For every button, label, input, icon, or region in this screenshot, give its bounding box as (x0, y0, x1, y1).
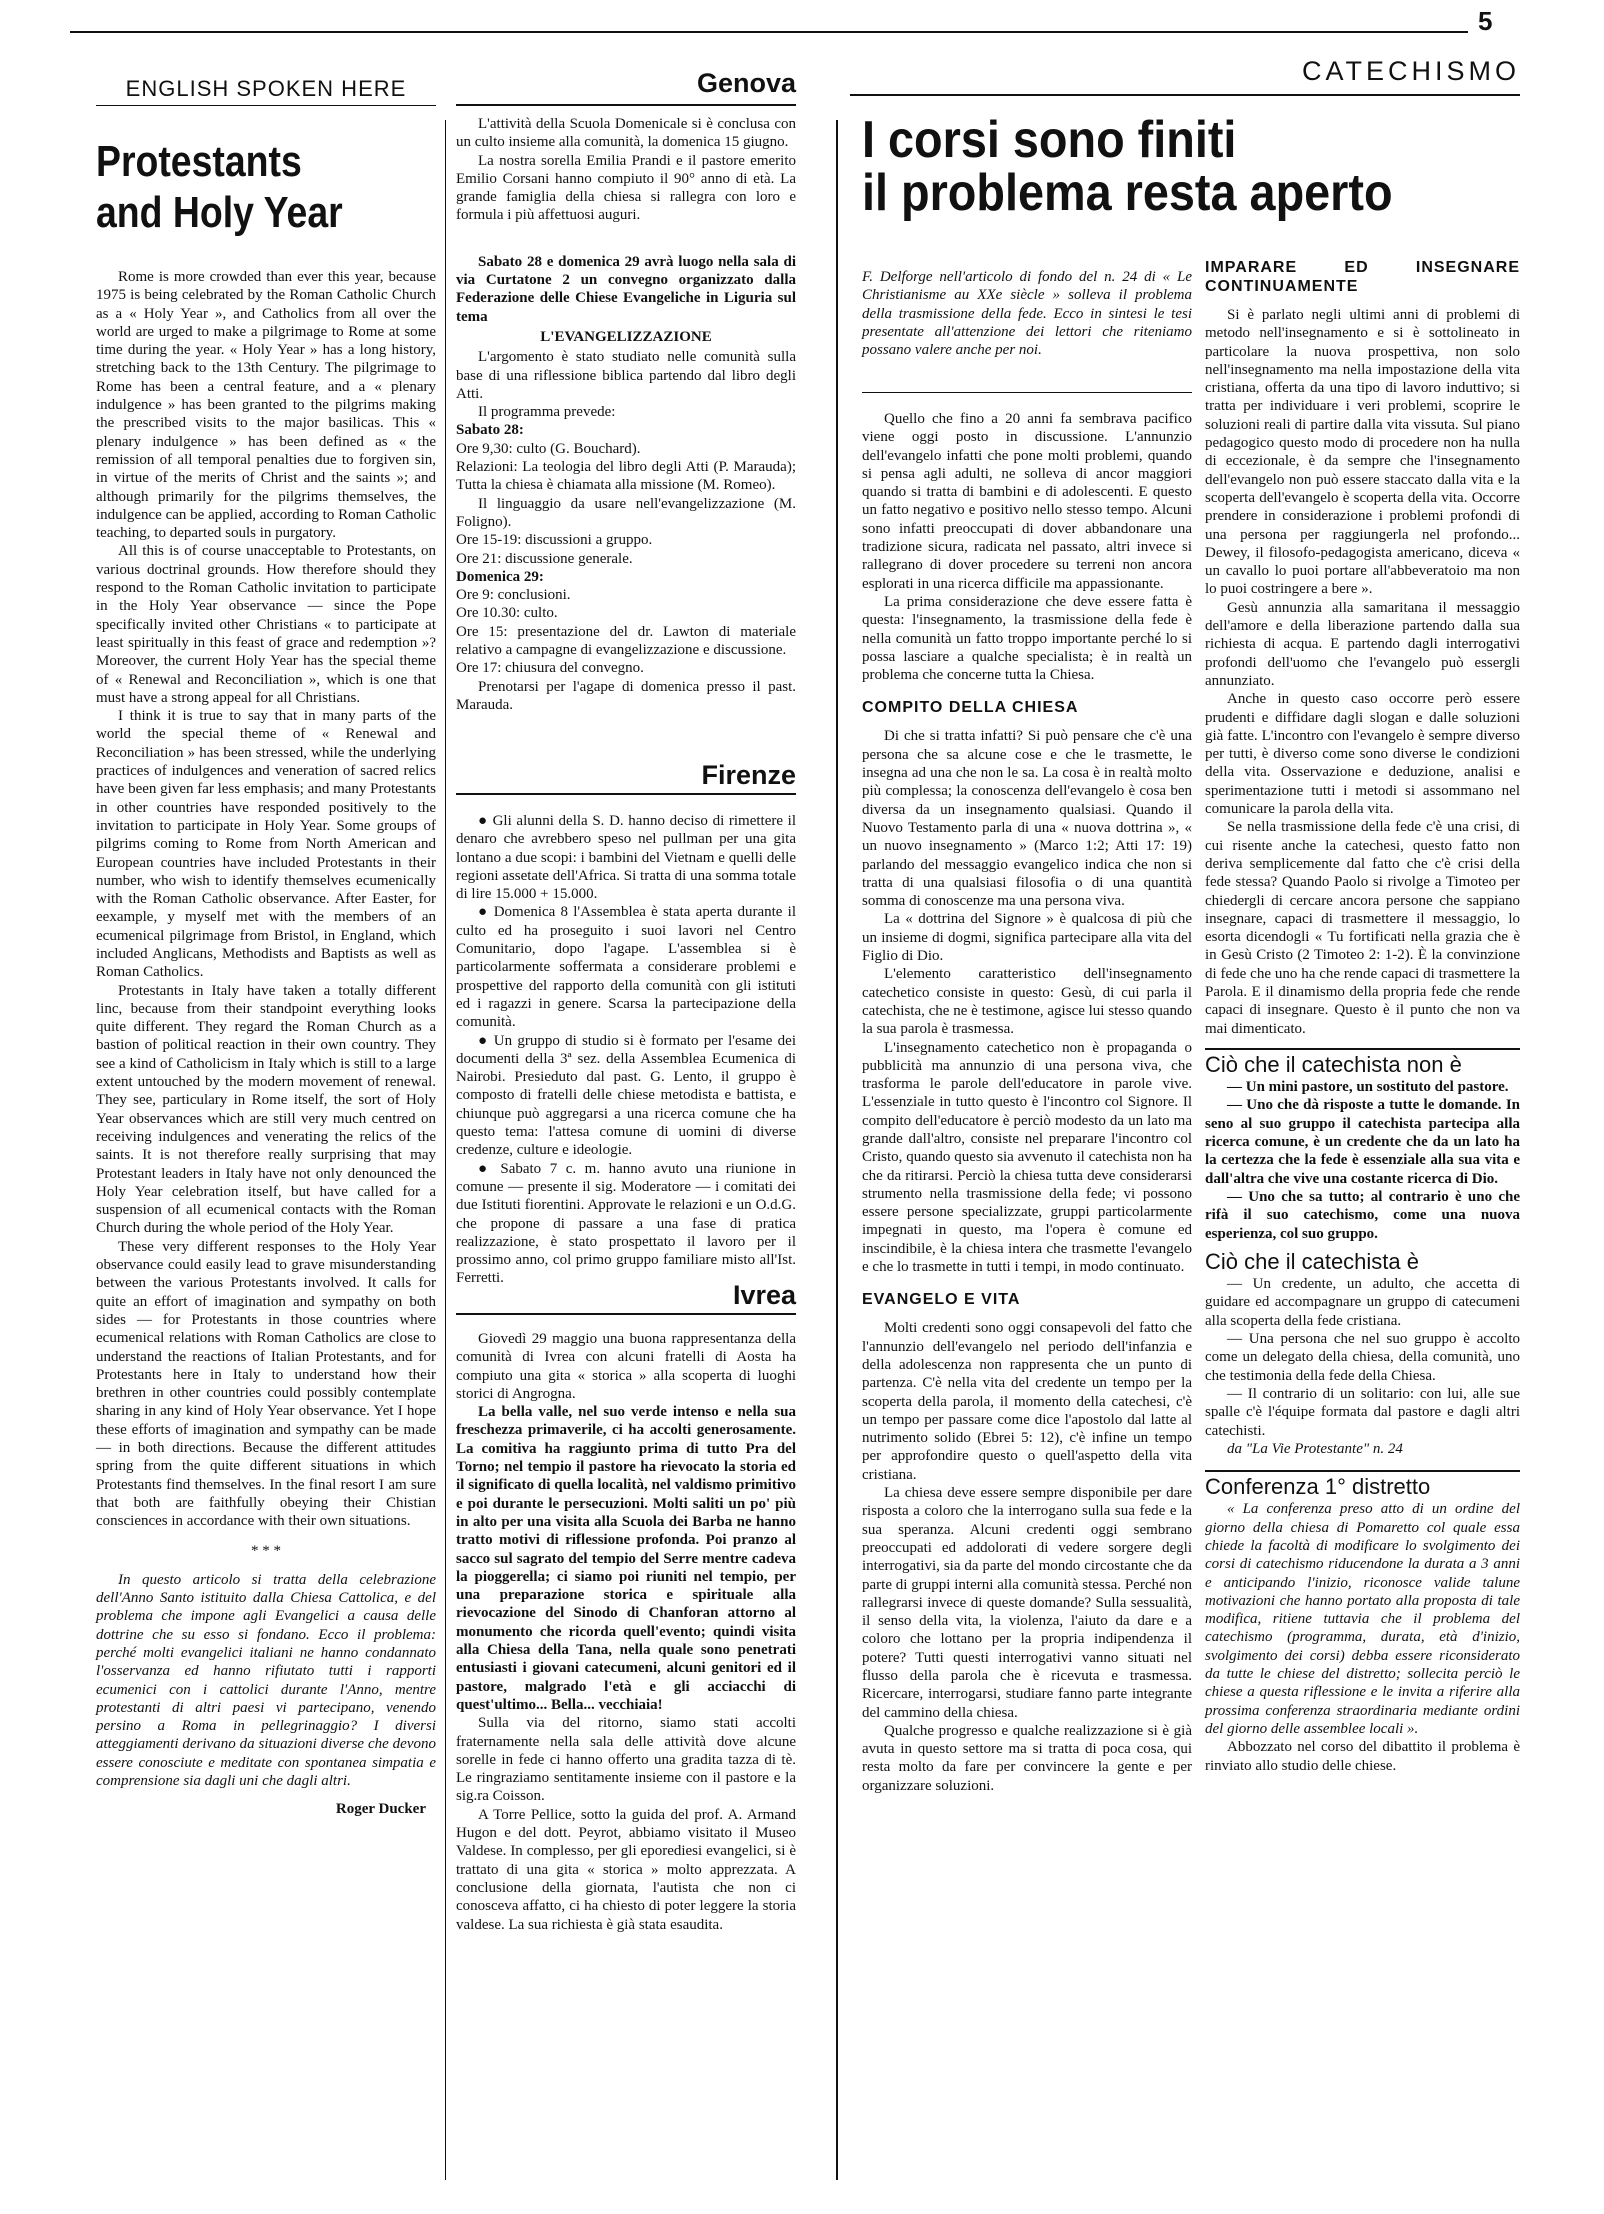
box-title-conferenza: Conferenza 1° distretto (1205, 1474, 1431, 1500)
intro-italic: F. Delforge nell'articolo di fondo del n. 24 di « Le Christianisme au XXe siècle » solleva il problema della trasmissione della fede. Ecco in sintesi le tesi presentate all'attenzione dei lettori che riteniamo possano valere anche per noi. (862, 269, 1192, 359)
paragraph: La chiesa deve essere sempre disponibile per dare risposta a coloro che la interrogano sulla sua fede e la sua speranza. Alcuni credenti oggi sembrano preoccupati ed addolorati di vedere sorgere degli interrogativi, sia da parte del mondo circostante che da parte di gruppi interni alla comunità stessa. Perché non rallegrarsi invece di queste domande? Sulla sessualità, il senso della vita, la violenza, l'aiuto da dare e a coloro che lottano per la propria indipendenza il potere? Tutti questi interrogativi vanno situati nel flusso della parola che è ricevuta e trasmessa. Ricercare, interrogarsi, studiare fanno parte integrante del cammino della chiesa. (862, 1485, 1192, 1721)
subhead-evangelo: EVANGELO E VITA (862, 1291, 1021, 1309)
box-item: — Un mini pastore, un sostituto del pastore. (1227, 1079, 1509, 1096)
column-divider-2 (836, 120, 838, 2180)
paragraph: Sulla via del ritorno, siamo stati accolti fraternamente nella sala delle attività dove alcune sorelle in fede ci hanno offerto una gradita tazza di tè. Le ringraziamo sentitamente insieme con il pastore e la sig.ra Coisson. (456, 1715, 796, 1805)
article-title-catechismo (862, 111, 1393, 223)
rule-genova (456, 104, 796, 106)
intro-rule (862, 392, 1192, 393)
title-line-1: I corsi sono finiti (862, 111, 1237, 169)
paragraph: A Torre Pellice, sotto la guida del prof. A. Armand Hugon e del dott. Peyrot, abbiamo visitato il Museo Valdese. In complesso, per gli eporediesi evangelici, si è trattato di una gita « storica » molto apprezzata. A conclusione della giornata, l'autista che non ci conosceva affatto, ci ha chiesto di poter leggere la storia valdese. La sua richiesta è già stata esaudita. (456, 1806, 796, 1933)
catechismo-col-a (862, 410, 1192, 1795)
section-header-genova: Genova (696, 68, 796, 98)
program-line: Ore 17: chiusura del convegno. (456, 660, 644, 677)
paragraph: La prima considerazione che deve essere fatta è questa: l'insegnamento, la trasmissione della fede è nella comunità un fatto troppo importante perché lo si possa lasciare a qualche specialista; è in realtà un problema che concerne tutta la Chiesa. (862, 593, 1192, 684)
italic-note: In questo articolo si tratta della celebrazione dell'Anno Santo istituito dalla Chiesa Cattolica, e del problema che impone agli Evangelici a causa delle dottrine che su esso si fondano. Ecco il problema: perché molti evangelici italiani ne hanno condannato l'osservanza ed hanno rifiutato tutti i rapporti ecumenici con i cattolici durante l'Anno, mentre protestanti di altri paesi vi partecipano, venendo persino a Roma in pellegrinaggio? I diversi atteggiamenti derivano da situazioni diverse che devono essere conosciute e meditate con spontanea simpatia e comprensione sia dagli uni che dagli altri. (96, 1571, 436, 1790)
paragraph: La nostra sorella Emilia Prandi e il pastore emerito Emilio Corsani hanno compiuto il 90° anno di età. La grande famiglia della chiesa si rallegra con loro e formula i più affettuosi auguri. (456, 152, 796, 224)
paragraph: Rome is more crowded than ever this year, because 1975 is being celebrated by the Roman Catholic Church as a « Holy Year », and Catholics from all over the world are urged to make a pilgrimage to Rome at some time during the year. « Holy Year » has a long history, stretching back to the 13th Century. The pilgrimage to Rome has been a central feature, and a « plenary indulgence » has been granted to the pilgrims making the prescribed visits to the major basilicas. This « plenary indulgence » has been defined as « the remission of all temporal penalties due to forgiven sin, in virtue of the merits of Christ and the saints »; and although primarily for the pilgrims themselves, the indulgence can be applied, according to Roman Catholic teaching, to departed souls in purgatory. (96, 269, 436, 542)
article-title-protestants (96, 137, 343, 237)
paragraph: L'insegnamento catechetico non è propaganda o pubblicità ma annunzio di una persona viva, che trasforma le parole dell'educatore in parole vive. L'essenziale in tutto questo è l'incontro col Signore. Il compito dell'educatore è perciò modesto da un lato ma grande dall'altro, consiste nel preparare l'incontro col Cristo, quando questo sia avvenuto il catechista non ha che da ritirarsi. Perciò la chiesa tutta deve considerarsi strumento nella trasmissione della fede; vi possono essere persone specializzate, gruppi particolarmente impegnati in questo, ma l'opera è comune ed inscindibile, è la chiesa intera che trasmette l'evangelo e che lo trasmette in tutti i tempi, in modo continuato. (862, 1039, 1192, 1276)
paragraph: Giovedì 29 maggio una buona rappresentanza della comunità di Ivrea con alcuni fratelli di Aosta ha compiuto una gita « storica » alla scoperta di luoghi storici di Angrogna. (456, 1331, 796, 1402)
program-line: Prenotarsi per l'agape di domenica presso il past. Marauda. (456, 678, 796, 713)
box-item: — Uno che dà risposte a tutte le domande. In seno al suo gruppo il catechista partecipa alla ricerca comune, è un credente che da un lato ha la certezza che la fede è essenziale alla sua vita e dall'altra che vive una costante ricerca di Dio. (1205, 1097, 1520, 1187)
program-line: Domenica 29: (456, 568, 544, 585)
program-line: Ore 10.30: culto. (456, 605, 558, 622)
paragraph: Quello che fino a 20 anni fa sembrava pacifico viene oggi posto in discussione. L'annunzio dell'evangelo infatti che pone molti problemi, quando si pensa agli adulti, ne solleva di ancor maggiori quando si tratta di bambini e di adolescenti. E questo un fatto negativo e positivo nello stesso tempo. Alcuni sono infatti preoccupati di dover abbandonare una tradizione sicura, radicata nel passato, altri invece si rallegrano di dover procedere su terreni non ancora esplorati in una ricerca difficile ma appassionante. (862, 411, 1192, 592)
paragraph: Anche in questo caso occorre però essere prudenti e diffidare dagli slogan e dalle soluzioni già fatte. L'incontro con l'evangelo è sempre diverso per tutti, è diverso come sono diverse le condizioni della vita. Osservazione e deduzione, analisi e sperimentazione tutti i metodi si assommano nel comunicare la parola della vita. (1205, 691, 1520, 818)
subhead-evangelizzazione: L'EVANGELIZZAZIONE (540, 328, 712, 345)
paragraph: La bella valle, nel suo verde intenso e nella sua freschezza primaverile, ci ha accolti generosamente. La comitiva ha raggiunto prima di tutto Pra del Torno; nel tempio il pastore ha rievocato la storia ed il significato di quella località, nel valdismo primitivo e poi durante le persecuzioni. Molti saliti un po' più in alto per una visita alla Scuola dei Barba ne hanno tratto motivi di riflessione profonda. Poi pranzo al sacco sul sagrato del tempio del Serre mentre cadeva la pioggerella; ci siamo poi riuniti nel tempio, per una preparazione storica e spirituale alla rievocazione del Sinodo di Chanforan attorno al monumento che ricorda quell'evento; quindi visita alla Chiesa della Tana, nella quale sono penetrati entusiasti i giovani catecumeni, alcuni genitori ed il pastore, malgrado l'età e gli acciacchi di quest'ultimo... Bella... vecchiaia! (456, 1404, 796, 1713)
list-item: ● Sabato 7 c. m. hanno avuto una riunione in comune — presente il sig. Moderatore — i comitati dei due Istituti fiorentini. Approvate le relazioni e un O.d.G. che propone di passare a una fase di pratica realizzazione, è stato prospettato il lavoro per il prossimo anno, col primo gruppo familiare misto all'Ist. Ferretti. (456, 1160, 796, 1287)
paragraph: L'elemento caratteristico dell'insegnamento catechetico consiste in questo: Gesù, di cui parla il catechista, che ne è testimone, agisce lui stesso quando la sua parola è trasmessa. (862, 966, 1192, 1038)
title-line-2: il problema resta aperto (862, 164, 1393, 223)
catechismo-col-b (1205, 258, 1520, 1775)
title-line-1: Protestants (96, 137, 302, 186)
ivrea-body (456, 1330, 796, 1934)
list-item: ● Domenica 8 l'Assemblea è stata aperta durante il culto ed ha proseguito i suoi lavori nel Centro Comunitario, dopo l'agape. L'assemblea si è particolarmente soffermata a considerare problemi e prospettive del rapporto della comunità con gli istituti ed i ragazzi in genere. Scarsa la partecipazione della comunità. (456, 904, 796, 1031)
program-line: Ore 9: conclusioni. (456, 587, 571, 604)
program-line: Sabato 28: (456, 422, 524, 439)
box-rule-1 (1205, 1048, 1520, 1050)
rule-catechismo (850, 94, 1520, 96)
section-header-catechismo: CATECHISMO (1301, 56, 1520, 86)
box-item: — Uno che sa tutto; al contrario è uno che rifà il suo catechismo, come una nuova esperienza, col suo gruppo. (1205, 1188, 1520, 1242)
box-rule-2 (1205, 1470, 1520, 1472)
list-item: ● Un gruppo di studio si è formato per l'esame dei documenti della 3ª sez. della Assemblea Ecumenica di Nairobi. Presieduto dal past. G. Lento, il gruppo è composto di fratelli delle chiese metodista e battista, e chiunque può aggregarsi a una ricerca comune che ha questo tema: l'attesa comune di uomini di diverse credenze, culture e ideologie. (456, 1032, 796, 1159)
paragraph: All this is of course unacceptable to Protestants, on various doctrinal grounds. How therefore should they respond to the Roman Catholic invitation to participate in the Holy Year observance — since the Pope specifically invited other Christians « to participate at least spiritually in this feast of grace and redemption »? Moreover, the current Holy Year has the special theme of « Renewal and Reconciliation », which is one that must have a strong appeal for all Christians. (96, 543, 436, 706)
program-line: Ore 9,30: culto (G. Bouchard). (456, 440, 641, 457)
column-divider-1 (445, 120, 446, 2180)
section-rule-left (96, 105, 436, 106)
paragraph: Sabato 28 e domenica 29 avrà luogo nella sala di via Curtatone 2 un convegno organizzato dalla Federazione delle Chiese Evangeliche in Liguria sul tema (456, 253, 796, 325)
box-title-e: Ciò che il catechista è (1205, 1248, 1419, 1274)
stars-divider: * * * (251, 1543, 281, 1560)
conferenza-end: Abbozzato nel corso del dibattito il problema è rinviato allo studio delle chiese. (1205, 1739, 1520, 1774)
top-rule (70, 31, 1468, 33)
paragraph: I think it is true to say that in many parts of the world the special theme of « Renewal and Reconciliation » has been stressed, while the underlying practices of indulgences and veneration of sacred relics have been given far less emphasis; and many Protestants in other countries have responded positively to the invitation to participate in Holy Year. Some groups of pilgrims coming to Rome from North American and European countries have included Protestants in their number, who wish to identify themselves ecumenically with the Roman Catholic observance. After Easter, for eexample, y myself met with the members of an ecumenical pilgrimage from Bristol, in England, which included Anglicans, Methodists and Baptists as well as Roman Catholics. (96, 708, 436, 981)
paragraph: La « dottrina del Signore » è qualcosa di più che un insieme di dogmi, significa partecipare alla vita del Figlio di Dio. (862, 911, 1192, 965)
firenze-body (456, 812, 796, 1288)
program-line: Relazioni: La teologia del libro degli Atti (P. Marauda); Tutta la chiesa è chiamata alla missione (M. Romeo). (456, 459, 796, 494)
author-signature: Roger Ducker (335, 1801, 426, 1818)
box-title-non-e: Ciò che il catechista non è (1205, 1051, 1462, 1077)
paragraph: These very different responses to the Holy Year observance could easily lead to grave misunderstanding between the various Protestants involved. It calls for quite an effort of imagination and sympathy on both sides — for Protestants in those countries where ecumenical relations with Roman Catholics are close to understand the reactions of Italian Protestants, and for Protestants here in Italy to understand how their brethren in other countries could possibly contemplate sharing in any kind of Holy Year observance. Yet I hope these efforts of imagination and sympathy can be made — in both directions. Because the different attitudes spring from the quite different situations in which Protestants find themselves. In the final resort I am sure that both are faithfully obeying their Chistian consciences in accordance with their own situations. (96, 1238, 436, 1530)
paragraph: Il programma prevede: (478, 404, 616, 421)
paragraph: Qualche progresso e qualche realizzazione si è già avuta in questo settore ma si tratta di poca cosa, qui resta molto da fare per convincere la gente e per organizzare soluzioni. (862, 1722, 1192, 1794)
rule-firenze (456, 793, 796, 795)
box-item: — Il contrario di un solitario: con lui, alle sue spalle c'è l'équipe formata dal pastore e dagli altri catechisti. (1205, 1385, 1520, 1439)
paragraph: Di che si tratta infatti? Si può pensare che c'è una persona che sa alcune cose e che le trasmette, le insegna ad una che non le sa. La cosa è in realtà molto più complessa; la conoscenza dell'evangelo è cosa ben diversa da un insegnamento qualsiasi. Quando il Nuovo Testamento parla di una « nuova dottrina », « un nuovo insegnamento » (Marco 1:2; Atti 17: 19) parlando del messaggio evangelico indica che non si tratta di una qualsiasi filosofia o di una quantità somma di conoscenze ma una persona viva. (862, 728, 1192, 910)
page-number: 5 (1478, 6, 1493, 36)
section-header-ivrea: Ivrea (732, 1280, 796, 1310)
section-header-firenze: Firenze (701, 760, 796, 790)
box-item: — Un credente, un adulto, che accetta di guidare ed accompagnare un gruppo di catecumeni alla scoperta della fede cristiana. (1205, 1276, 1520, 1329)
genova-body (456, 115, 796, 714)
subhead-imparare: IMPARARE ED INSEGNARE CONTINUAMENTE (1205, 259, 1520, 295)
paragraph: Protestants in Italy have taken a totally different linc, because from their standpoint everything looks quite different. They regard the Roman Church as a bastion of political reaction in their own country. They see a kind of Catholicism in Italy which is still to a large extent untouched by the modern movement of renewal. They see, particulary in Rome itself, the sort of Holy Year observances which are still very much centred on receiving indulgences and venerating the relics of the saints. It is not therefore really surprising that may Protestant leaders in Italy have not only denounced the Holy Year celebration itself, but have called for a suspension of all ecumenical contacts with the Roman Church during the whole period of the Holy Year. (96, 982, 436, 1237)
paragraph: Se nella trasmissione della fede c'è una crisi, di cui risente anche la catechesi, questo fatto non deriva semplicemente dal fatto che c'è crisi della fede stessa? Quando Paolo si rivolge a Timoteo per chiedergli di cercare ancora persone che sappiano insegnare, capaci di trasmettere il messaggio, lo esorta dicendogli « Tu fortificati nella grazia che è in Gesù Cristo (2 Timoteo 2: 1-2). È la convinzione di fede che uno ha che rende capaci di trasmettere la Parola. E il dinamismo della propria fede che rende capaci di insegnare. Questo è il punto che non va mai dimenticato. (1205, 819, 1520, 1037)
paragraph: Si è parlato negli ultimi anni di problemi di metodo nell'insegnamento e si è sottolineato in particolare la nuova prospettiva, non solo nell'insegnamento ma nella impostazione della vita cristiana, offerta da una tipo di lavoro induttivo; si tratta per individuare i veri problemi, scoprire le soluzioni reali di partire dalla vita vissuta. Sul piano pedagogico questo modo di procedere non ha nulla di eccezionale, è da sempre che l'insegnamento dell'evangelo non può essere staccato dalla vita e la scoperta dell'evangelo è scoperta della vita. Occorre prendere in considerazione i problemi profondi di una persona per raggiungerla nel profondo... Dewey, il filosofo-pedagogista americano, diceva « un cavallo lo puoi portare all'abbeveratoio ma non lo puoi costringere a bere ». (1205, 307, 1520, 598)
paragraph: Gesù annunzia alla samaritana il messaggio dell'amore e della liberazione partendo dalla sua richiesta di acqua. E partendo dagli interrogativi profondi dell'uomo che l'evangelo può essergli annunziato. (1205, 599, 1520, 689)
article-body-protestants (96, 268, 436, 1819)
title-line-2: and Holy Year (96, 187, 343, 237)
paragraph: L'argomento è stato studiato nelle comunità sulla base di una riflessione biblica partendo dal libro degli Atti. (456, 349, 796, 402)
program-line: Ore 15-19: discussioni a gruppo. (456, 532, 653, 549)
program-line: Ore 15: presentazione del dr. Lawton di materiale relativo a campagne di evangelizzazione e discussione. (456, 623, 796, 659)
paragraph: Molti credenti sono oggi consapevoli del fatto che l'annunzio dell'evangelo nel periodo dell'infanzia e della adolescenza non rappresenta che un punto di partenza. C'è nella vita del credente un tempo per la scoperta della parola, il momento della catechesi, c'è un tempo per passare come dice l'apostolo dal latte al nutrimento solido (Ebrei 5: 12), c'è infine un tempo per approfondire questo o quell'aspetto della vita cristiana. (862, 1320, 1192, 1483)
box-source: da "La Vie Protestante" n. 24 (1227, 1440, 1403, 1457)
box-item: — Una persona che nel suo gruppo è accolto come un delegato della chiesa, della comunità, uno che testimonia della fede della Chiesa. (1205, 1331, 1520, 1384)
conferenza-quote: « La conferenza preso atto di un ordine del giorno della chiesa di Pomaretto col quale essa chiede la facoltà di modificare lo svolgimento dei corsi di catechismo riducendone la durata a 3 anni e anticipando l'inizio, riconosce valide talune motivazioni che hanno portato alla proposta di tale modifica, ritiene tuttavia che il problema del catechismo (programma, durata, età d'inizio, svolgimento dei corsi) debba essere riconsiderato da tutte le chiese del distretto; sollecita perciò le chiese a questa riflessione e le invita a riferire alla prossima conferenza straordinaria mediante ordini del giorno delle assemblee locali ». (1205, 1501, 1520, 1737)
program-line: Il linguaggio da usare nell'evangelizzazione (M. Foligno). (456, 495, 796, 530)
subhead-compito: COMPITO DELLA CHIESA (862, 699, 1079, 717)
program-line: Ore 21: discussione generale. (456, 550, 633, 567)
section-header-english: ENGLISH SPOKEN HERE (125, 76, 407, 101)
rule-ivrea (456, 1313, 796, 1315)
paragraph: L'attività della Scuola Domenicale si è conclusa con un culto insieme alla comunità, la domenica 15 giugno. (456, 116, 796, 151)
list-item: ● Gli alunni della S. D. hanno deciso di rimettere il denaro che avrebbero speso nel pullman per una gita lontano a due scopi: i bambini del Vietnam e quelli delle regioni assetate dell'Africa. Si tratta di una somma totale di lire 15.000 + 15.000. (456, 813, 796, 903)
